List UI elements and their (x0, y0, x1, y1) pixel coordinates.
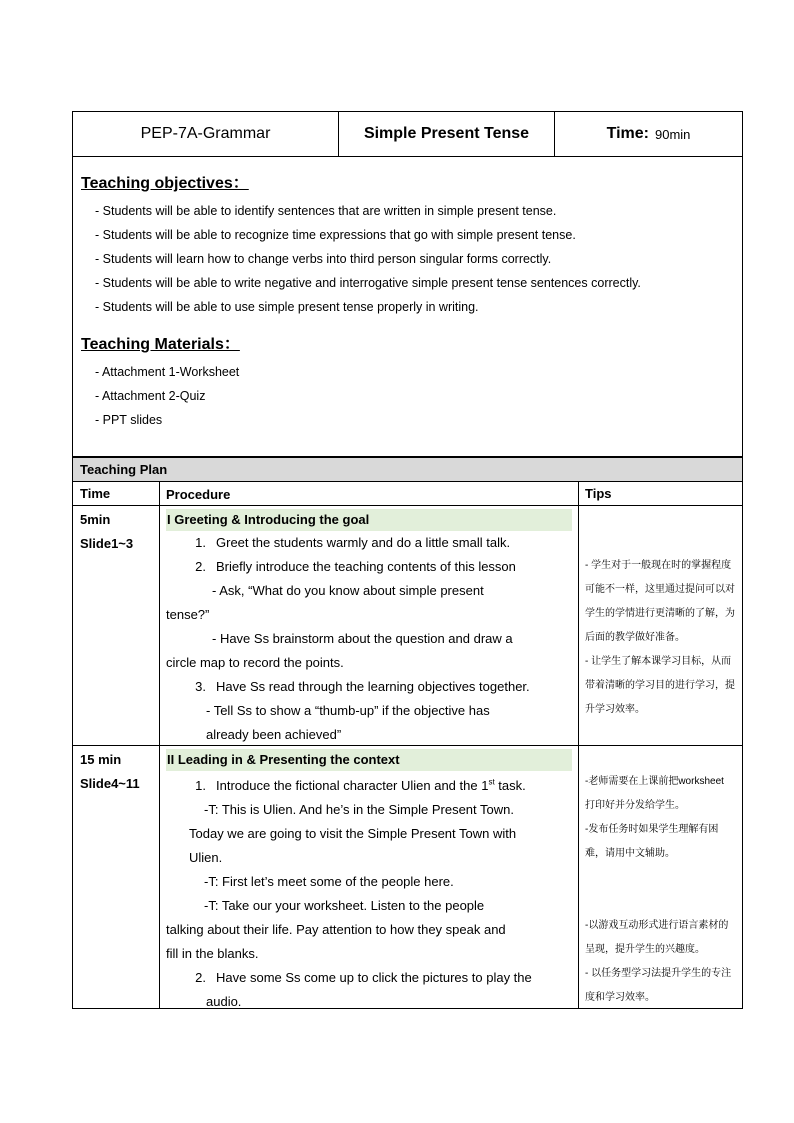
procedure-step: 2. Have some Ss come up to click the pictures to play the (195, 970, 532, 986)
lesson-header-table (72, 111, 743, 157)
column-header-time: Time (73, 482, 160, 505)
material-item: - PPT slides (95, 413, 163, 427)
procedure-step: 2. Briefly introduce the teaching contents of this lesson (195, 559, 516, 574)
procedure-step: 1. Introduce the fictional character Ulien and the 1st task. (195, 778, 526, 794)
time-slides: Slide4~11 (80, 776, 140, 791)
time-value: 90min (654, 126, 691, 142)
procedure-line: talking about their life. Pay attention to how they speak and (166, 922, 506, 938)
materials-title: Teaching Materials： (81, 336, 240, 353)
tip-line: 升学习效率。 (585, 704, 645, 715)
column-header-procedure: Procedure (160, 482, 579, 505)
stage-title: II Leading in & Presenting the context (166, 749, 572, 771)
procedure-line: -T: Take our your worksheet. Listen to the people (204, 898, 485, 914)
procedure-line: - Tell Ss to show a “thumb-up” if the objective has (206, 703, 490, 718)
procedure-line: already been achieved” (206, 727, 342, 742)
time-label: Time: (606, 125, 649, 142)
lesson-topic: Simple Present Tense (339, 112, 555, 156)
stage-title: I Greeting & Introducing the goal (166, 509, 572, 531)
procedure-line: Today we are going to visit the Simple Present Town with (189, 826, 517, 842)
objective-item: - Students will learn how to change verbs into third person singular forms correctly. (95, 252, 552, 266)
tip-line: - 让学生了解本课学习目标，从而 (585, 656, 732, 667)
tip-line: 学生的学情进行更清晰的了解，为 (585, 608, 735, 619)
procedure-line: -T: This is Ulien. And he’s in the Simple Present Town. (204, 802, 514, 818)
procedure-step: 1. Greet the students warmly and do a little small talk. (195, 535, 511, 550)
tip-line (585, 890, 736, 914)
tip-line: -老师需要在上课前把worksheet (585, 776, 724, 787)
procedure-step: 3. Have Ss read through the learning objectives together. (195, 679, 530, 694)
time-cell (73, 506, 160, 745)
procedure-cell (160, 746, 579, 1008)
tip-line: 打印好并分发给学生。 (585, 800, 685, 811)
tip-line: 呈现，提升学生的兴趣度。 (585, 944, 705, 955)
objective-item: - Students will be able to use simple present tense properly in writing. (95, 300, 479, 314)
tip-line (585, 866, 736, 890)
column-header-tips: Tips (585, 486, 612, 501)
tip-line: 难，请用中文辅助。 (585, 848, 675, 859)
procedure-line: -T: First let’s meet some of the people here. (204, 874, 454, 890)
procedure-line: fill in the blanks. (166, 946, 259, 962)
teaching-plan-title: Teaching Plan (73, 458, 742, 482)
tip-line: 可能不一样，这里通过提问可以对 (585, 584, 735, 595)
lesson-duration (555, 112, 742, 156)
tip-line: - 以任务型学习法提升学生的专注 (585, 968, 732, 979)
tip-line: 度和学习效率。 (585, 992, 655, 1003)
time-cell (73, 746, 160, 1008)
course-name: PEP-7A-Grammar (73, 112, 339, 156)
tip-line: 后面的教学做好准备。 (585, 632, 685, 643)
objective-item: - Students will be able to identify sentences that are written in simple present tense. (95, 204, 557, 218)
time-slides: Slide1~3 (80, 536, 134, 551)
objective-item: - Students will be able to write negative and interrogative simple present tense sentences correctly. (95, 276, 641, 290)
material-item: - Attachment 1-Worksheet (95, 365, 240, 379)
tips-cell (579, 506, 742, 745)
time-duration: 15 min (80, 752, 122, 767)
procedure-line: tense?” (166, 607, 210, 622)
material-item: - Attachment 2-Quiz (95, 389, 206, 403)
plan-column-headers (73, 482, 742, 506)
teaching-plan-table (72, 457, 743, 1009)
plan-row (73, 506, 742, 746)
procedure-cell (160, 506, 579, 745)
objectives-title: Teaching objectives： (81, 175, 249, 192)
tip-line: 带着清晰的学习目的进行学习，提 (585, 680, 735, 691)
tip-line: -以游戏互动形式进行语言素材的 (585, 920, 729, 931)
tip-line: -发布任务时如果学生理解有困 (585, 824, 719, 835)
objective-item: - Students will be able to recognize time expressions that go with simple present tense. (95, 228, 576, 242)
time-duration: 5min (80, 512, 111, 527)
objectives-materials-box (72, 157, 743, 457)
tip-line: - 学生对于一般现在时的掌握程度 (585, 560, 732, 571)
procedure-line: circle map to record the points. (166, 655, 344, 670)
procedure-line: audio. (206, 994, 242, 1010)
procedure-line: - Ask, “What do you know about simple present (212, 583, 484, 598)
plan-row (73, 746, 742, 1008)
procedure-line: Ulien. (189, 850, 223, 866)
procedure-line: - Have Ss brainstorm about the question and draw a (212, 631, 513, 646)
tips-cell (579, 746, 742, 1008)
